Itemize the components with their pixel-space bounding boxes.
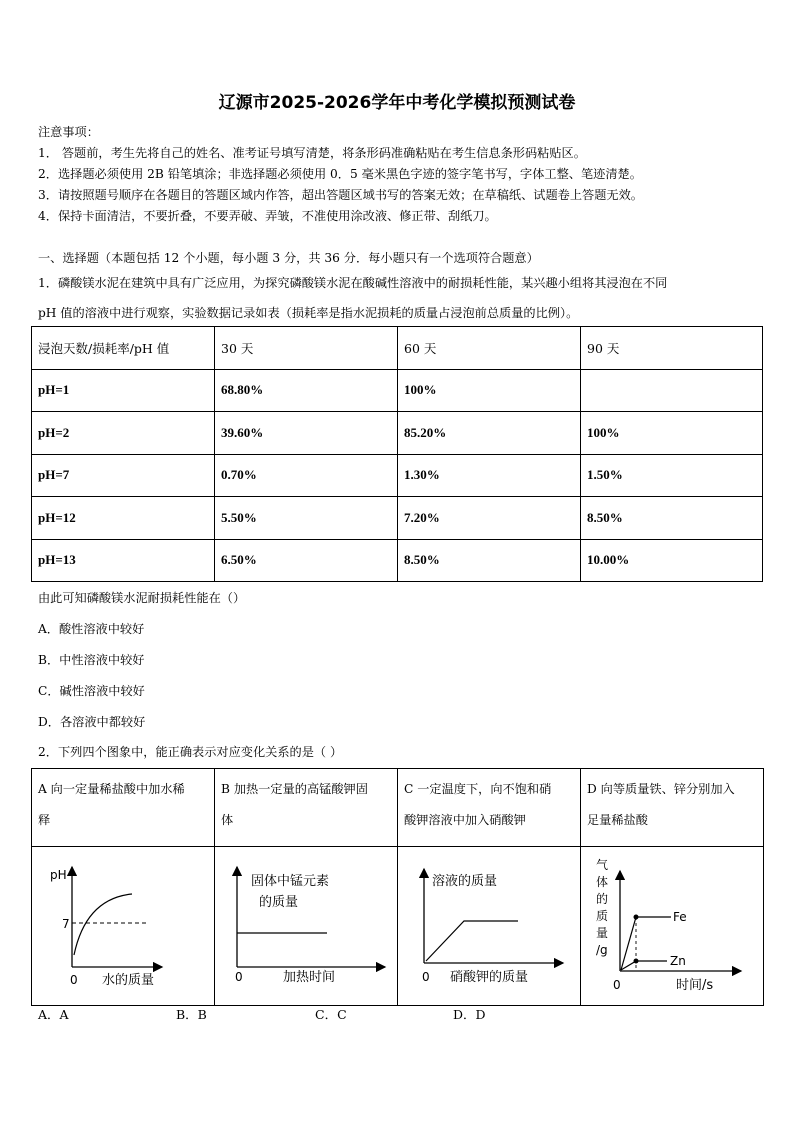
q1-stem-line2: pH 值的溶液中进行观察，实验数据记录如表（损耗率是指水泥损耗的质量占浸泡前总质量的比例）。 [38,306,579,320]
graph-header-c [398,769,581,847]
table-cell: pH=7 [32,454,215,497]
graph-figure-row [32,847,764,1006]
table-cell: 8.50% [581,497,763,540]
graph-d-ylabel-char: /g [596,943,608,957]
q2-answer-d: D．D [453,1007,486,1022]
graph-b [215,847,397,1002]
graph-b-ylabel-line1: 固体中锰元素 [251,874,330,889]
graph-b-xlabel: 加热时间 [283,970,336,985]
table-cell: 10.00% [581,539,763,582]
graph-c-cell [398,847,581,1006]
graph-b-origin: 0 [235,970,243,984]
q1-option-d: D．各溶液中都较好 [38,715,146,729]
table-cell: pH=2 [32,412,215,455]
graph-b-ylabel-line2: 的质量 [259,895,299,910]
header-b-line1: B 加热一定量的高锰酸钾固 [221,782,368,796]
graph-a-tick-7: 7 [62,917,70,931]
graph-b-cell [215,847,398,1006]
table-row [32,497,763,540]
graph-a-ylabel: pH [50,868,67,882]
table-cell: pH=13 [32,539,215,582]
q2-graph-table [31,768,764,1006]
table-cell: 68.80% [215,369,398,412]
graph-d-cell [581,847,764,1006]
table-cell: 100% [398,369,581,412]
graph-d-ylabel-char: 质 [596,909,609,923]
table-header-row [32,327,763,370]
q2-answer-b: B．B [176,1007,207,1022]
graph-a-cell [32,847,215,1006]
q2-answer-a: A．A [38,1007,69,1022]
graph-header-a [32,769,215,847]
graph-a-origin: 0 [70,973,78,987]
table-cell: 8.50% [398,539,581,582]
table-row [32,539,763,582]
table-header-cell: 30 天 [215,327,398,370]
graph-d-ylabel-char: 量 [596,926,609,940]
table-cell: 1.50% [581,454,763,497]
table-cell: 6.50% [215,539,398,582]
section-heading: 一、选择题（本题包括 12 个小题，每小题 3 分，共 36 分．每小题只有一个选项符合题意） [38,251,539,265]
graph-a-curve [74,894,132,955]
graph-d-ylabel-char: 气 [596,858,609,872]
graph-c-ylabel: 溶液的质量 [432,874,498,889]
table-header-cell: 浸泡天数/损耗率/pH 值 [32,327,215,370]
graph-c-xlabel: 硝酸钾的质量 [450,970,529,985]
table-cell: 5.50% [215,497,398,540]
graph-d-fe-point [634,915,639,920]
q1-option-a: A．酸性溶液中较好 [38,622,145,636]
q1-stem-line1: 1．磷酸镁水泥在建筑中具有广泛应用，为探究磷酸镁水泥在酸碱性溶液中的耐损耗性能，某兴趣小组将其浸泡在不同 [38,276,668,290]
header-d-line1: D 向等质量铁、锌分别加入 [587,782,735,796]
graph-header-b [215,769,398,847]
table-cell: 0.70% [215,454,398,497]
graph-d-origin: 0 [613,978,621,992]
graph-header-row [32,769,764,847]
table-header-cell: 60 天 [398,327,581,370]
graph-c [398,847,580,1002]
graph-d-xlabel: 时间/s [676,978,714,993]
graph-d [581,847,763,1002]
graph-c-line [426,921,518,961]
q1-option-c: C．碱性溶液中较好 [38,684,145,698]
notes-label: 注意事项： [38,125,99,139]
graph-c-origin: 0 [422,970,430,984]
note-item-3: 3．请按照题号顺序在各题目的答题区域内作答，超出答题区域书写的答案无效；在草稿纸、试题卷上答题无效。 [38,188,643,202]
table-cell: 100% [581,412,763,455]
table-row [32,369,763,412]
q1-option-b: B．中性溶液中较好 [38,653,145,667]
header-b-line2: 体 [221,813,234,827]
table-cell: pH=12 [32,497,215,540]
table-cell [581,369,763,412]
table-row [32,454,763,497]
header-d-line2: 足量稀盐酸 [587,813,648,827]
table-cell: 39.60% [215,412,398,455]
graph-d-zn-point [634,959,639,964]
page-title: 辽源市2025-2026学年中考化学模拟预测试卷 [218,93,576,113]
header-c-line1: C 一定温度下，向不饱和硝 [404,782,552,796]
note-item-1: 1． 答题前，考生先将自己的姓名、准考证号填写清楚，将条形码准确粘贴在考生信息条形码粘贴区。 [38,146,586,160]
header-c-line2: 酸钾溶液中加入硝酸钾 [404,813,526,827]
table-cell: 85.20% [398,412,581,455]
header-a-line1: A 向一定量稀盐酸中加水稀 [38,782,185,796]
header-a-line2: 释 [38,813,51,827]
q1-data-table [31,326,763,582]
q1-question: 由此可知磷酸镁水泥耐损耗性能在（） [38,591,246,605]
q2-stem: 2．下列四个图象中，能正确表示对应变化关系的是（ ） [38,745,343,759]
table-cell: 7.20% [398,497,581,540]
table-cell: 1.30% [398,454,581,497]
q2-answer-c: C．C [315,1007,347,1022]
graph-d-fe-label: Fe [673,910,687,924]
graph-d-ylabel-char: 的 [596,892,609,906]
graph-a-xlabel: 水的质量 [102,973,155,988]
table-row [32,412,763,455]
graph-a [32,847,214,1002]
note-item-4: 4．保持卡面清洁，不要折叠，不要弄破、弄皱，不准使用涂改液、修正带、刮纸刀。 [38,209,497,223]
graph-d-zn-label: Zn [670,954,686,968]
note-item-2: 2．选择题必须使用 2B 铅笔填涂；非选择题必须使用 0．5 毫米黑色字迹的签字笔书写，字体工整、笔迹清楚。 [38,167,642,181]
table-header-cell: 90 天 [581,327,763,370]
graph-d-ylabel-char: 体 [596,875,609,889]
graph-header-d [581,769,764,847]
table-cell: pH=1 [32,369,215,412]
